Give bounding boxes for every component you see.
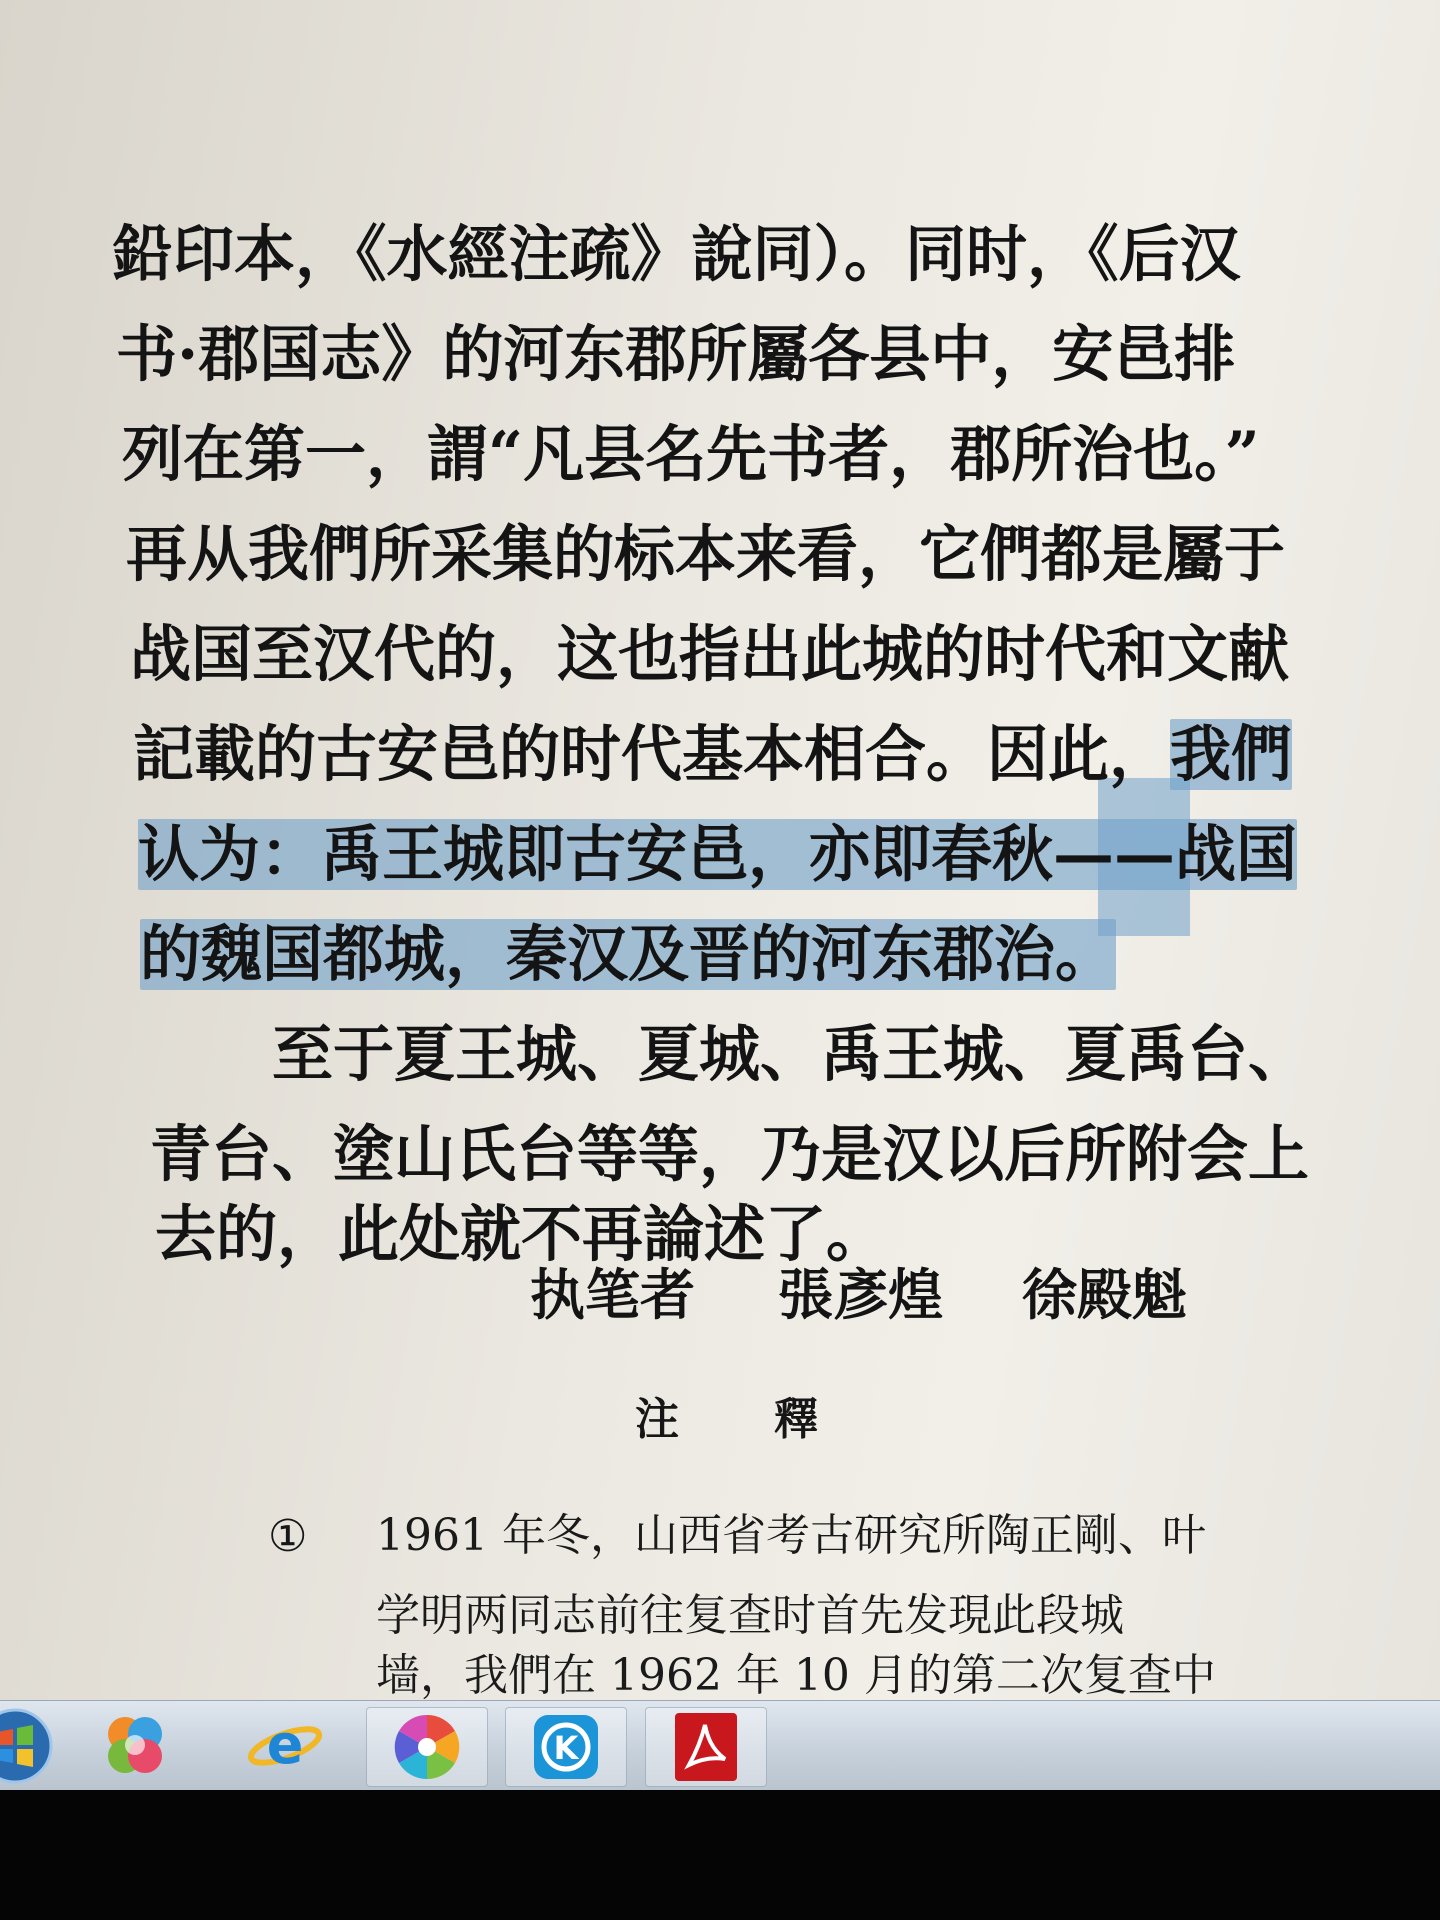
windows-start-icon (0, 1706, 55, 1786)
highlighted-text: 我們 (1170, 719, 1293, 790)
photo-gallery-icon (97, 1708, 173, 1784)
text-segment: 战国至汉代的，这也指出此城的时代和文献 (130, 619, 1290, 690)
document-line (126, 513, 1285, 597)
taskbar-photo-gallery[interactable] (75, 1707, 195, 1785)
signature-author-1: 張彥煌 (778, 1262, 944, 1327)
taskbar-k-app[interactable] (505, 1707, 627, 1787)
k-app-icon (530, 1711, 602, 1783)
taskbar (0, 1700, 1440, 1791)
svg-text:K: K (553, 1729, 579, 1767)
document-line (150, 1113, 1309, 1197)
svg-text:e: e (266, 1713, 304, 1776)
signature-author-2: 徐殿魁 (1022, 1262, 1188, 1327)
highlighted-text: 的魏国都城，秦汉及晋的河东郡治。 (140, 919, 1117, 990)
document-line (112, 213, 1241, 297)
notes-title: 注釋 (635, 1394, 913, 1445)
text-segment: 去的，此处就不再論述了。 (155, 1199, 888, 1270)
text-segment: 至于夏王城、夏城、禹王城、夏禹台、 (272, 1019, 1310, 1090)
document-line (138, 813, 1297, 897)
document-line (140, 913, 1116, 997)
monitor-bezel (0, 1790, 1440, 1920)
note-number: ① (268, 1511, 308, 1562)
start-button[interactable] (0, 1707, 60, 1785)
document-line (116, 313, 1235, 397)
document-line (130, 613, 1289, 697)
text-segment: 再从我們所采集的标本来看，它們都是屬于 (126, 519, 1286, 590)
pinwheel-app-icon (391, 1711, 463, 1783)
signature-label: 执笔者 (530, 1262, 696, 1327)
document-line (272, 1013, 1309, 1097)
text-segment: 列在第一，謂“凡县名先书者，郡所治也。” (122, 419, 1260, 490)
note-line: 1961 年冬，山西省考古研究所陶正剛、叶 (376, 1510, 1206, 1561)
pdf-reader-icon (671, 1711, 741, 1783)
note-line: 学明两同志前往复查时首先发現此段城 (376, 1590, 1124, 1641)
taskbar-pdf-reader[interactable] (645, 1707, 767, 1787)
internet-explorer-icon (245, 1708, 325, 1784)
text-segment: 书·郡国志》的河东郡所屬各县中，安邑排 (116, 319, 1236, 390)
note-line: 墙，我們在 1962 年 10 月的第二次复查中 (376, 1650, 1216, 1700)
text-segment: 青台、塗山氏台等等，乃是汉以后所附会上 (150, 1119, 1310, 1190)
taskbar-pinwheel-app[interactable] (366, 1707, 488, 1787)
text-segment: 記載的古安邑的时代基本相合。因此， (133, 719, 1171, 790)
document-line (122, 413, 1260, 497)
highlighted-text: 认为：禹王城即古安邑，亦即春秋——战国 (138, 819, 1298, 890)
document-line (133, 713, 1292, 797)
text-segment: 鉛印本，《水經注疏》說同）。同时，《后汉 (112, 219, 1241, 290)
taskbar-internet-explorer[interactable] (225, 1707, 345, 1785)
